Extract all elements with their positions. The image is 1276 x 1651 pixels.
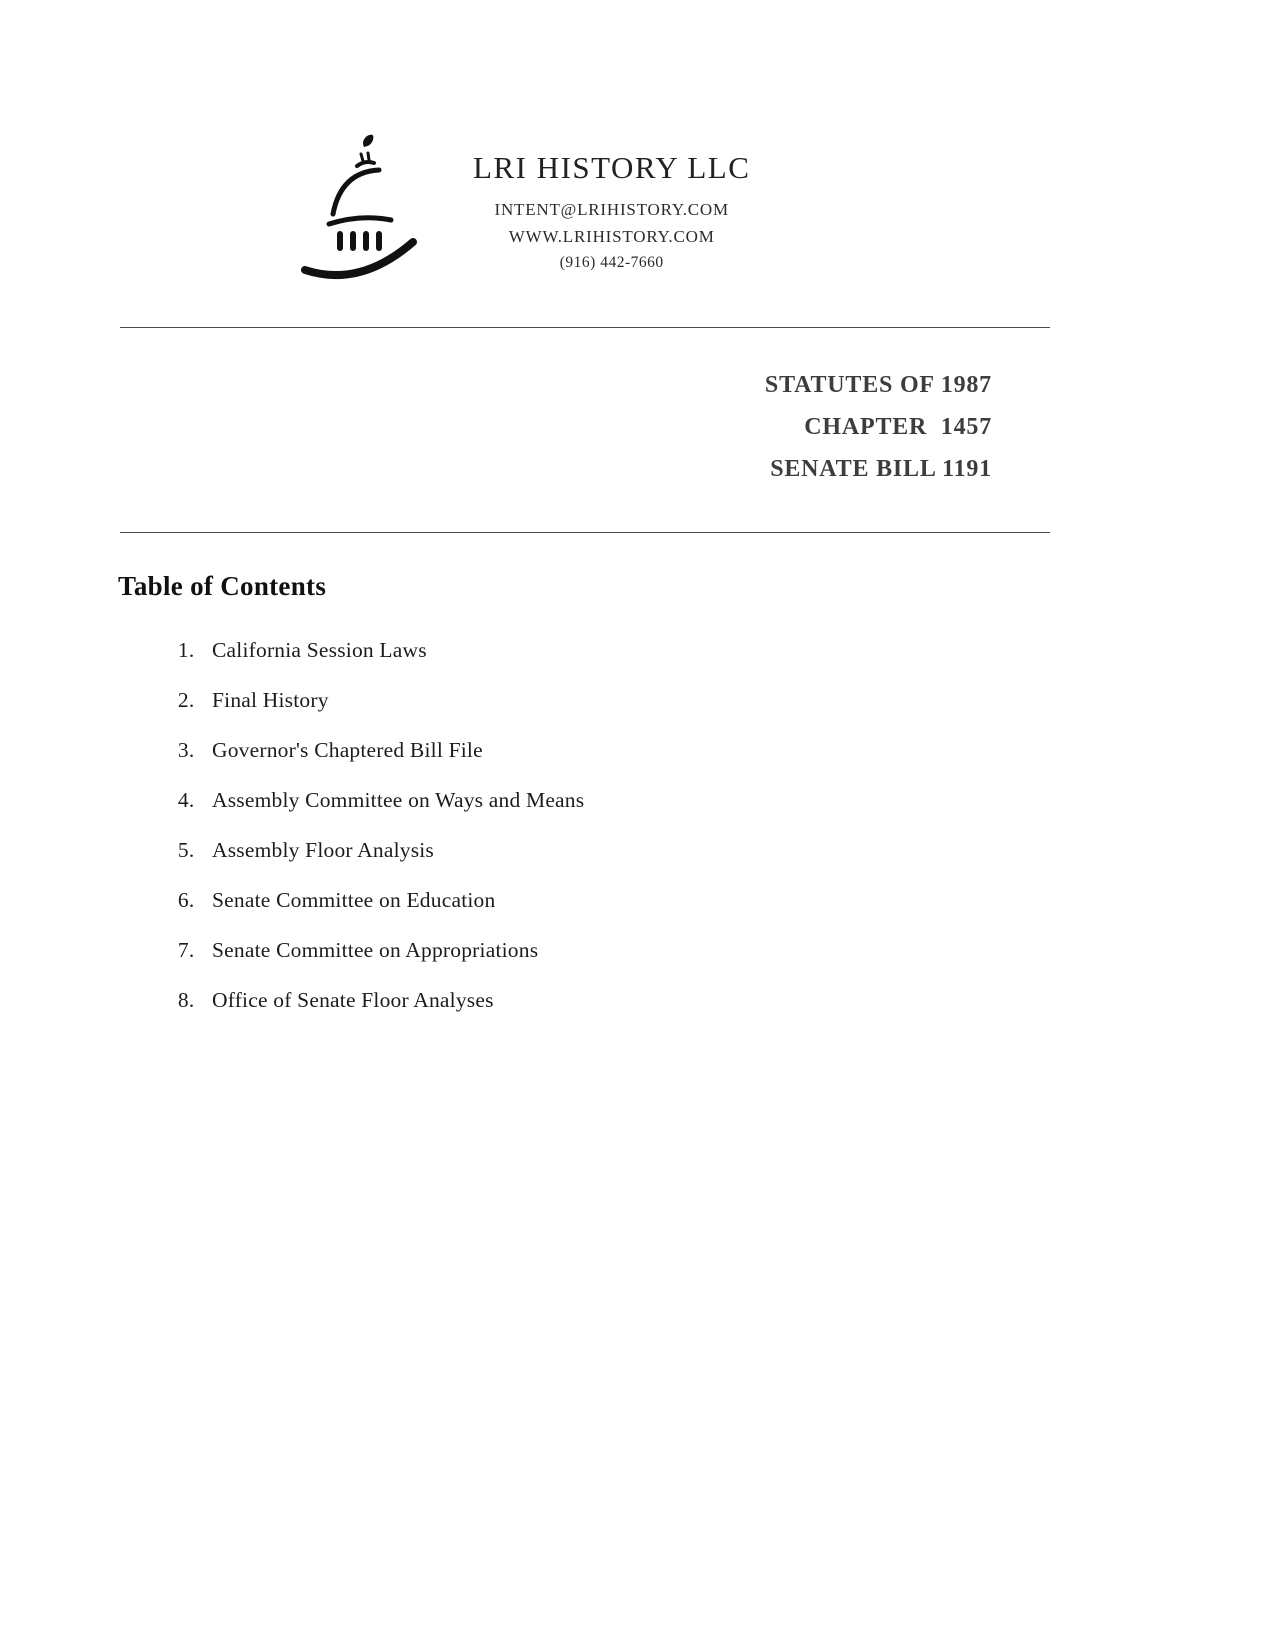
company-website: WWW.LRIHISTORY.COM	[508, 227, 715, 246]
table-of-contents	[118, 571, 1276, 1013]
toc-item: 2. Final History	[200, 688, 1276, 713]
toc-item: 6. Senate Committee on Education	[200, 888, 1276, 913]
company-block	[473, 128, 750, 272]
toc-item: 4. Assembly Committee on Ways and Means	[200, 788, 1276, 813]
capitol-dome-logo-icon	[295, 128, 425, 288]
toc-heading: Table of Contents	[118, 571, 327, 601]
toc-list	[178, 638, 1276, 1013]
company-phone: (916) 442-7660	[559, 254, 664, 271]
toc-item: 1. California Session Laws	[200, 638, 1276, 663]
toc-item: 3. Governor's Chaptered Bill File	[200, 738, 1276, 763]
statute-title-block	[120, 364, 1050, 490]
horizontal-rule-top	[120, 327, 1050, 328]
horizontal-rule-bottom	[120, 532, 1050, 533]
letterhead	[295, 128, 1276, 293]
company-email: INTENT@LRIHISTORY.COM	[494, 200, 729, 219]
toc-item: 8. Office of Senate Floor Analyses	[200, 988, 1276, 1013]
toc-item: 7. Senate Committee on Appropriations	[200, 938, 1276, 963]
statutes-of-year: STATUTES OF 1987	[764, 372, 992, 398]
toc-item: 5. Assembly Floor Analysis	[200, 838, 1276, 863]
senate-bill-number: SENATE BILL 1191	[770, 456, 992, 482]
chapter-number: CHAPTER 1457	[804, 414, 992, 440]
company-name: LRI HISTORY LLC	[473, 150, 751, 185]
